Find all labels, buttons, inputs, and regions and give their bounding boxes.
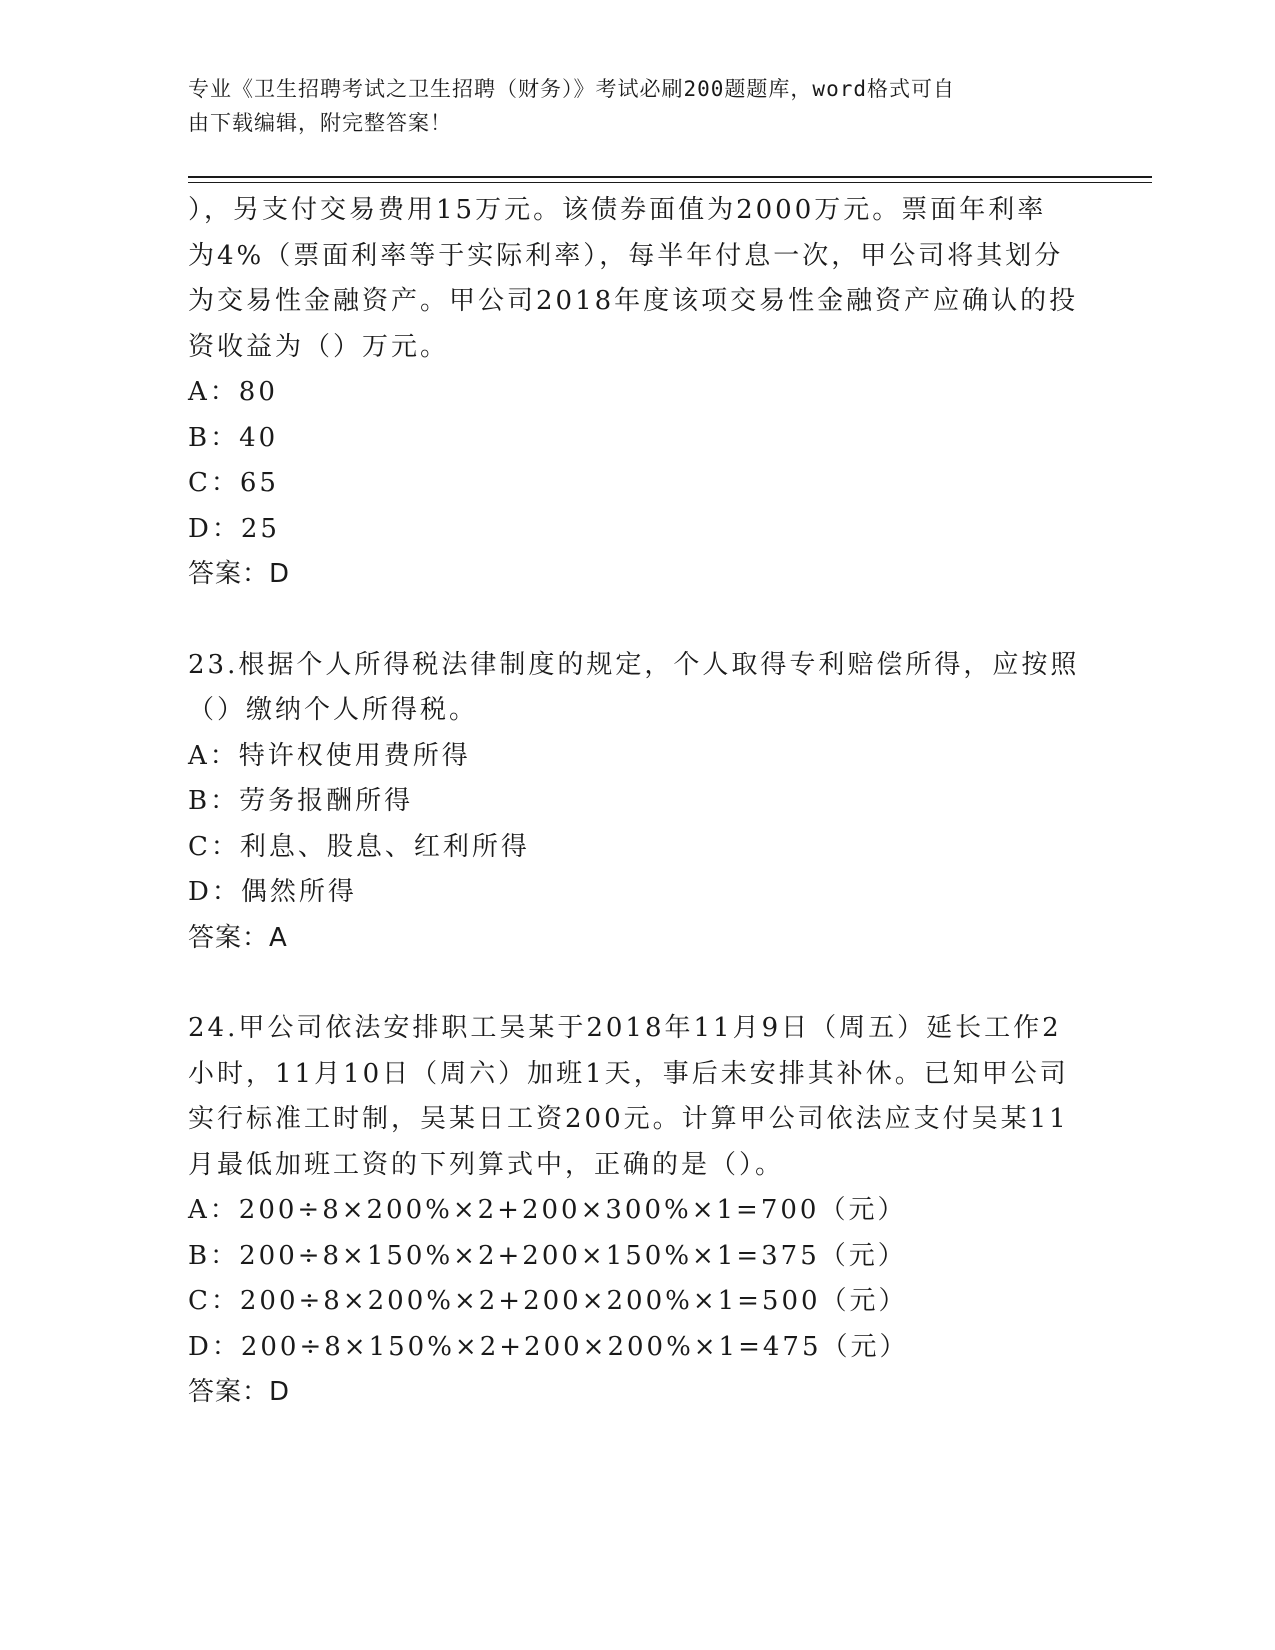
question-stem-line: ），另支付交易费用15万元。该债券面值为2000万元。票面年利率 <box>188 195 1047 225</box>
option-b: B：劳务报酬所得 <box>188 786 414 816</box>
question-stem-line: 24.甲公司依法安排职工吴某于2018年11月9日（周五）延长工作2 <box>188 1013 1062 1043</box>
header-rule-thin <box>188 182 1152 183</box>
question-stem-line: （）缴纳个人所得税。 <box>188 695 479 725</box>
option-a: A：特许权使用费所得 <box>188 740 471 771</box>
header-line-1: 专业《卫生招聘考试之卫生招聘（财务）》考试必刷200题题库，word格式可自 <box>188 77 955 101</box>
question-stem-line: 月最低加班工资的下列算式中，正确的是（）。 <box>188 1149 785 1180</box>
header-rule-thick <box>188 176 1152 178</box>
question-stem-line: 资收益为（）万元。 <box>188 331 450 362</box>
question-stem-line: 23.根据个人所得税法律制度的规定，个人取得专利赔偿所得，应按照 <box>188 649 1080 680</box>
option-d: D：偶然所得 <box>188 877 357 907</box>
question-23 <box>188 643 1088 962</box>
question-stem-line: 为交易性金融资产。甲公司2018年度该项交易性金融资产应确认的投 <box>188 286 1079 316</box>
option-b: B：40 <box>188 422 279 453</box>
header-line-2: 由下载编辑，附完整答案！ <box>188 111 452 135</box>
option-a: A：80 <box>188 377 278 407</box>
question-stem-line: 实行标准工时制，吴某日工资200元。计算甲公司依法应支付吴某11 <box>188 1104 1069 1134</box>
option-a: A：200÷8×200%×2+200×300%×1=700（元） <box>188 1195 907 1225</box>
question-22 <box>188 188 1088 598</box>
option-d: D：25 <box>188 513 280 544</box>
option-c: C：利息、股息、红利所得 <box>188 831 530 862</box>
question-stem-line: 小时，11月10日（周六）加班1天，事后未安排其补休。已知甲公司 <box>188 1058 1069 1089</box>
question-24 <box>188 1006 1088 1416</box>
question-stem-line: 为4%（票面利率等于实际利率），每半年付息一次，甲公司将其划分 <box>188 240 1064 271</box>
answer-line: 答案：D <box>188 559 291 589</box>
option-c: C：65 <box>188 468 279 498</box>
question-content <box>188 188 1088 1416</box>
answer-line: 答案：A <box>188 922 288 953</box>
document-header <box>188 72 1068 140</box>
option-b: B：200÷8×150%×2+200×150%×1=375（元） <box>188 1240 907 1271</box>
option-d: D：200÷8×150%×2+200×200%×1=475（元） <box>188 1331 909 1362</box>
option-c: C：200÷8×200%×2+200×200%×1=500（元） <box>188 1286 908 1316</box>
answer-line: 答案：D <box>188 1377 291 1407</box>
